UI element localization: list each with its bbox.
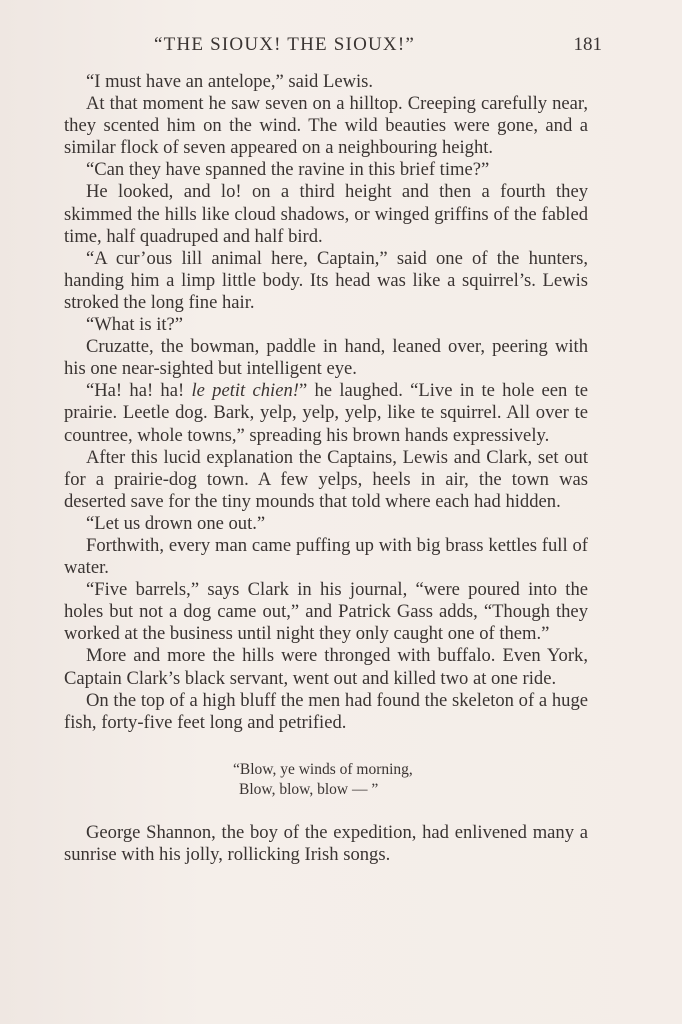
page-number: 181 — [573, 34, 602, 55]
paragraph-laugh — [64, 380, 588, 446]
paragraph: He looked, and lo! on a third height and then a fourth they skimmed the hills like cloud shadows, or winged griffins of the fabled time, half quadruped and half bird. — [64, 181, 588, 247]
paragraph: More and more the hills were thronged with buffalo. Even York, Captain Clark’s black servant, went out and killed two at one ride. — [64, 645, 588, 689]
paragraph: “Five barrels,” says Clark in his journal, “were poured into the holes but not a dog came out,” and Patrick Gass adds, “Though they worked at the business until night they only caught one of them.” — [64, 579, 588, 645]
running-title: “THE SIOUX! THE SIOUX!” — [154, 34, 416, 55]
verse-quote — [233, 760, 588, 800]
paragraph: “A cur’ous lill animal here, Captain,” said one of the hunters, handing him a limp little body. Its head was like a squirrel’s. Lewis stroked the long fine hair. — [64, 247, 588, 313]
paragraph: Forthwith, every man came puffing up with big brass kettles full of water. — [64, 534, 588, 579]
body-text — [64, 71, 588, 866]
paragraph: After this lucid explanation the Captains, Lewis and Clark, set out for a prairie-dog town. A few yelps, heels in air, the town was deserted save for the tiny mounds that told where each had hidden. — [64, 446, 588, 512]
paragraph: “Can they have spanned the ravine in this brief time?” — [86, 159, 490, 181]
verse-line: “Blow, ye winds of morning, — [233, 760, 413, 778]
laugh-italic: le petit chien! — [191, 380, 299, 402]
laugh-before: “Ha! ha! ha! — [86, 380, 192, 402]
paragraph: At that moment he saw seven on a hilltop. Creeping carefully near, they scented him on the wind. The wild beauties were gone, and a similar flock of seven appeared on a neighbouring height. — [64, 93, 588, 159]
page-header — [62, 34, 602, 60]
paragraph: “I must have an antelope,” said Lewis. — [86, 71, 374, 92]
paragraph: Cruzatte, the bowman, paddle in hand, leaned over, peering with his one near-sighted but intelligent eye. — [64, 336, 588, 380]
paragraph: On the top of a high bluff the men had found the skeleton of a huge fish, forty-five feet long and petrified. — [64, 689, 588, 733]
verse-line: Blow, blow, blow — ” — [239, 780, 379, 798]
laugh-after: ” he laughed. “Live in te hole een te prairie. Leetle dog. Bark, yelp, yelp, yelp, like te squirrel. All over te countree, whole towns,” spreading his brown hands expressively. — [64, 380, 588, 446]
paragraph: “Let us drown one out.” — [86, 512, 266, 534]
paragraph-closing: George Shannon, the boy of the expedition, had enlivened many a sunrise with his jolly, rollicking Irish songs. — [64, 821, 588, 865]
paragraph: “What is it?” — [86, 314, 184, 336]
